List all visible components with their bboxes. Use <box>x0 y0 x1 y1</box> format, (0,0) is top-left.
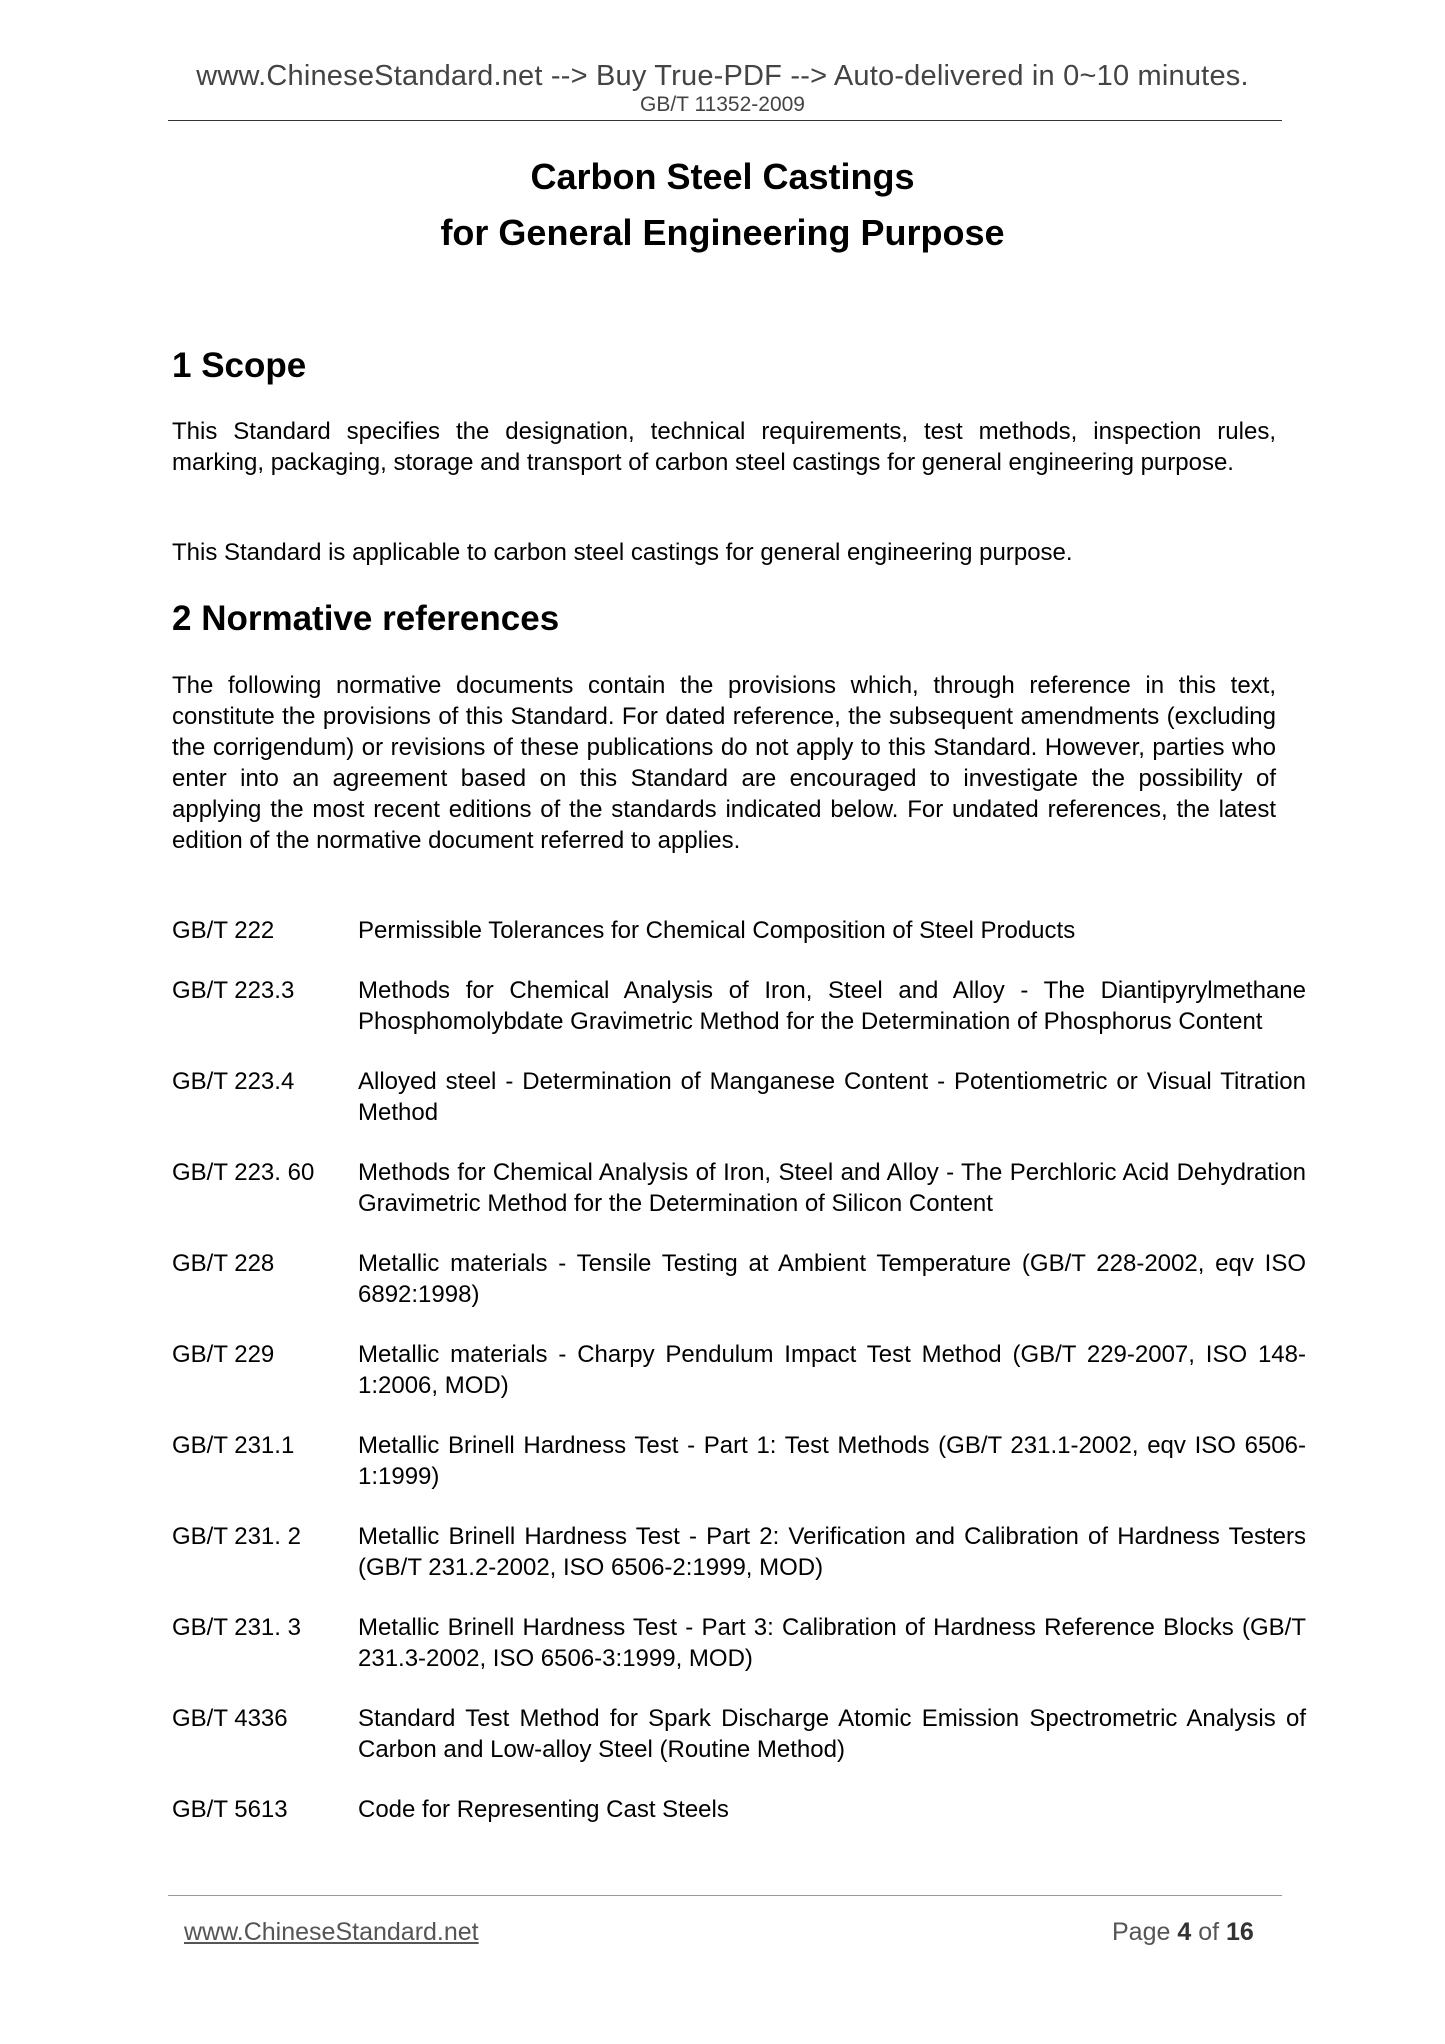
reference-title: Metallic Brinell Hardness Test - Part 1: Test Methods (GB/T 231.1-2002, eqv ISO 6506-1:1999) <box>358 1432 1306 1490</box>
header-banner: www.ChineseStandard.net --> Buy True-PDF --> Auto-delivered in 0~10 minutes. <box>196 60 1249 92</box>
reference-item <box>172 975 1306 1037</box>
reference-item <box>172 1521 1306 1583</box>
page-indicator <box>1112 1918 1254 1947</box>
reference-code: GB/T 229 <box>172 1341 275 1368</box>
reference-title: Standard Test Method for Spark Discharge Atomic Emission Spectrometric Analysis of Carbon and Low-alloy Steel (Routine Method) <box>358 1705 1306 1763</box>
reference-item <box>172 1794 1306 1825</box>
footer-website-link[interactable]: www.ChineseStandard.net <box>184 1918 479 1946</box>
reference-item <box>172 1339 1306 1401</box>
reference-item <box>172 1157 1306 1219</box>
reference-item <box>172 1430 1306 1492</box>
reference-item <box>172 1703 1306 1765</box>
reference-code: GB/T 5613 <box>172 1796 288 1823</box>
reference-code: GB/T 4336 <box>172 1705 288 1732</box>
reference-item <box>172 1066 1306 1128</box>
document-title-line2: for General Engineering Purpose <box>440 212 1005 253</box>
reference-code: GB/T 222 <box>172 917 275 944</box>
scope-paragraph-1: This Standard specifies the designation, technical requirements, test methods, inspection rules, marking, packaging, storage and transport of carbon steel castings for general engineering purpose. <box>172 418 1276 476</box>
page-word: Page <box>1112 1918 1171 1946</box>
reference-title: Metallic Brinell Hardness Test - Part 3: Calibration of Hardness Reference Blocks (GB/T 231.3-2002, ISO 6506-3:1999, MOD) <box>358 1614 1306 1672</box>
page-current: 4 <box>1177 1918 1192 1946</box>
reference-title: Methods for Chemical Analysis of Iron, Steel and Alloy - The Diantipyrylmethane Phosphomolybdate Gravimetric Method for the Determination of Phosphorus Content <box>358 977 1306 1035</box>
reference-code: GB/T 228 <box>172 1250 275 1277</box>
reference-code: GB/T 223.3 <box>172 977 295 1004</box>
header-divider <box>168 120 1282 121</box>
reference-code: GB/T 231. 3 <box>172 1614 301 1641</box>
reference-title: Methods for Chemical Analysis of Iron, Steel and Alloy - The Perchloric Acid Dehydration Gravimetric Method for the Determination of Silicon Content <box>358 1159 1306 1217</box>
reference-item <box>172 1612 1306 1674</box>
reference-title: Alloyed steel - Determination of Manganese Content - Potentiometric or Visual Titration Method <box>358 1068 1306 1126</box>
reference-title: Metallic materials - Tensile Testing at Ambient Temperature (GB/T 228-2002, eqv ISO 6892:1998) <box>358 1250 1306 1308</box>
reference-title: Code for Representing Cast Steels <box>358 1796 729 1823</box>
reference-list <box>172 915 1306 1854</box>
reference-title: Metallic materials - Charpy Pendulum Impact Test Method (GB/T 229-2007, ISO 148-1:2006, MOD) <box>358 1341 1306 1399</box>
scope-paragraph-2: This Standard is applicable to carbon steel castings for general engineering purpose. <box>172 539 1073 566</box>
reference-code: GB/T 231.1 <box>172 1432 295 1459</box>
reference-title: Permissible Tolerances for Chemical Composition of Steel Products <box>358 917 1076 944</box>
page-of: of <box>1198 1918 1220 1946</box>
reference-title: Metallic Brinell Hardness Test - Part 2: Verification and Calibration of Hardness Testers (GB/T 231.2-2002, ISO 6506-2:1999, MOD) <box>358 1523 1306 1581</box>
reference-item <box>172 1248 1306 1310</box>
section-heading-scope: 1 Scope <box>172 346 307 385</box>
normative-references-paragraph: The following normative documents contain the provisions which, through reference in this text, constitute the provisions of this Standard. For dated reference, the subsequent amendments (excluding the corrigendum) or revisions of these publications do not apply to this Standard. However, parties who enter into an agreement based on this Standard are encouraged to investigate the possibility of applying the most recent editions of the standards indicated below. For undated references, the latest edition of the normative document referred to applies. <box>172 672 1276 854</box>
standard-number: GB/T 11352-2009 <box>639 93 805 116</box>
document-title-line1: Carbon Steel Castings <box>530 156 915 197</box>
reference-code: GB/T 223. 60 <box>172 1159 315 1186</box>
reference-code: GB/T 231. 2 <box>172 1523 301 1550</box>
reference-item <box>172 915 1306 946</box>
footer-divider <box>168 1895 1282 1896</box>
page-total: 16 <box>1226 1918 1254 1946</box>
reference-code: GB/T 223.4 <box>172 1068 295 1095</box>
section-heading-normative-references: 2 Normative references <box>172 599 560 638</box>
